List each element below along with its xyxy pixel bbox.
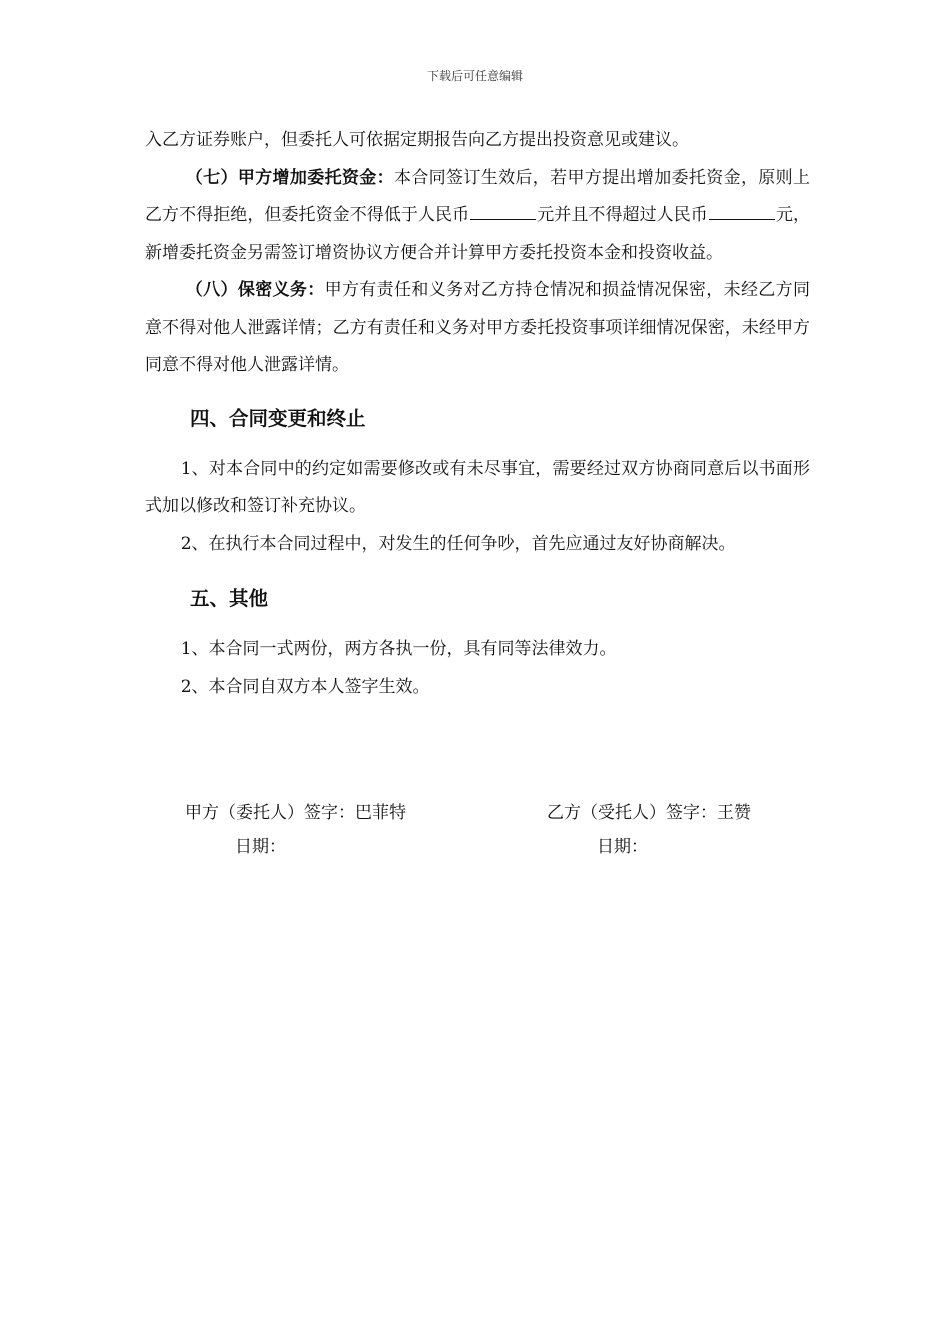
amount-max-blank	[709, 218, 775, 220]
document-body	[145, 122, 810, 706]
section-4-item-1: 1、对本合同中的约定如需要修改或有未尽事宜，需要经过双方协商同意后以书面形式加以修改和签订补充协议。	[145, 458, 810, 516]
continued-paragraph: 入乙方证券账户，但委托人可依据定期报告向乙方提出投资意见或建议。	[145, 130, 689, 150]
section-5-item-1: 1、本合同一式两份，两方各执一份，具有同等法律效力。	[180, 639, 617, 659]
clause-8-paragraph	[145, 272, 810, 385]
clause-7-heading: （七）甲方增加委托资金：	[185, 167, 394, 188]
page-header: 下载后可任意编辑	[426, 69, 523, 83]
clause-7-text-a: 本合同签订生效后，若甲方提出增加委托资金，原则上乙方不得拒绝，但委托资金不得低于人民币	[145, 167, 811, 225]
clause-7-text-b: 元并且不得超过人民币	[537, 205, 708, 225]
party-b-date-label: 日期：	[597, 837, 648, 857]
section-4-title: 四、合同变更和终止	[190, 406, 366, 430]
amount-min-blank	[470, 218, 536, 220]
party-a-date-label: 日期：	[235, 837, 286, 857]
clause-8-heading: （八）保密义务：	[185, 280, 325, 300]
section-5-title: 五、其他	[190, 587, 269, 610]
party-a-signature	[185, 796, 406, 864]
clause-7-paragraph	[145, 160, 810, 273]
party-a-sign-label: 甲方（委托人）签字：巴菲特	[185, 803, 406, 823]
clause-8-text: 甲方有责任和义务对乙方持仓情况和损益情况保密，未经乙方同意不得对他人泄露详情；乙方有责任和义务对甲方委托投资事项详细情况保密，未经甲方同意不得对他人泄露详情。	[145, 280, 811, 375]
section-4-item-2: 2、在执行本合同过程中，对发生的任何争吵，首先应通过友好协商解决。	[180, 533, 736, 554]
clause-7-text-c: 元，新增委托资金另需签订增资协议方便合并计算甲方委托投资本金和投资收益。	[145, 205, 810, 263]
section-5-item-2: 2、本合同自双方本人签字生效。	[180, 676, 430, 697]
party-b-signature	[547, 796, 751, 864]
party-b-sign-label: 乙方（受托人）签字：王赞	[547, 803, 751, 823]
